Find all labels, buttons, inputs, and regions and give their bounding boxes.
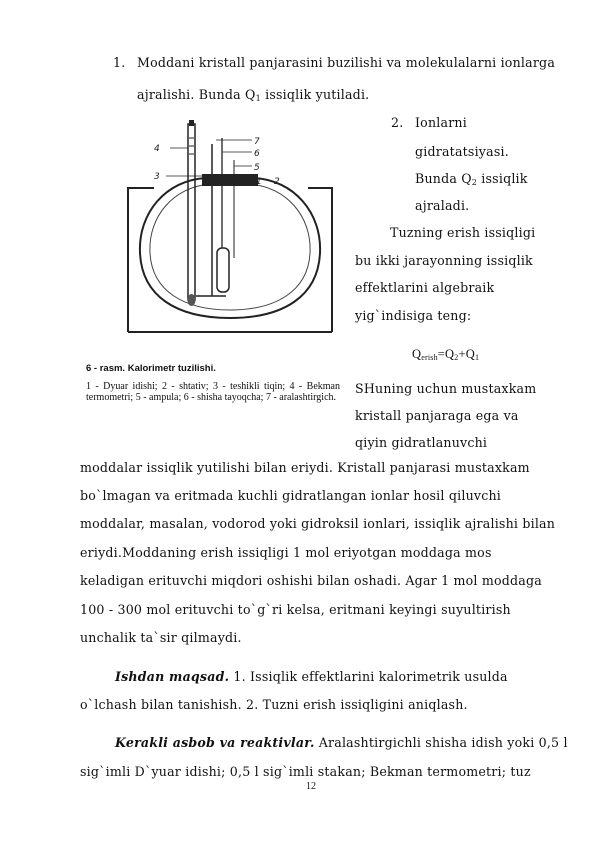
body-line: eriydi.Moddaning erish issiqligi 1 mol eriyotgan moddaga mos xyxy=(80,545,492,560)
list-item-2-line4: ajraladi. xyxy=(415,198,470,213)
tools-line2: sig`imli D`yuar idishi; 0,5 l sig`imli stakan; Bekman termometri; tuz xyxy=(80,764,531,779)
label-3: 3 xyxy=(154,172,160,182)
dewar-flask-outer xyxy=(140,178,320,318)
figure-caption-title: 6 - rasm. Kalorimetr tuzilishi. xyxy=(86,363,216,374)
body-line: moddalar, masalan, vodorod yoki gidroksil ionlari, issiqlik ajralishi bilan xyxy=(80,516,556,531)
page-number: 12 xyxy=(306,781,316,792)
side-text-line3: effektlarini algebraik xyxy=(355,280,495,295)
label-6: 6 xyxy=(254,149,260,159)
ampoule xyxy=(217,248,229,292)
side-text-line2: bu ikki jarayonning issiqlik xyxy=(355,253,533,268)
label-4: 4 xyxy=(154,144,160,154)
body-line: bo`lmagan va eritmada kuchli gidratlangan ionlar hosil qiluvchi xyxy=(80,488,501,503)
label-2: 2 xyxy=(274,177,280,187)
tools-label: Kerakli asbob va reaktivlar. xyxy=(115,735,315,750)
thermometer xyxy=(188,124,195,300)
side-text-line4: yig`indisiga teng: xyxy=(355,308,472,323)
body-line: unchalik ta`sir qilmaydi. xyxy=(80,630,242,645)
list-item-1-line1: Moddani kristall panjarasini buzilishi va molekulalarni ionlarga xyxy=(137,55,556,70)
body-line: moddalar issiqlik yutilishi bilan eriydi. Kristall panjarasi mustaxkam xyxy=(80,460,530,475)
label-1: 1 xyxy=(256,177,262,187)
side-text-line5: SHuning uchun mustaxkam xyxy=(355,381,537,396)
figure-caption-text: 1 - Dyuar idishi; 2 - shtativ; 3 - teshikli tiqin; 4 - Bekman termometri; 5 - ampula; 6 - shisha tayoqcha; 7 - aralashtirgich. xyxy=(86,381,340,403)
aim-label: Ishdan maqsad. xyxy=(115,669,230,684)
body-line: keladigan erituvchi miqdori oshishi bilan oshadi. Agar 1 mol moddaga xyxy=(80,573,542,588)
list-item-2-line2: gidratatsiyasi. xyxy=(415,144,509,159)
list-item-1-line2: ajralishi. Bunda $Q_1$ issiqlik yutiladi. xyxy=(137,87,370,103)
side-text-line6: kristall panjaraga ega va xyxy=(355,408,519,423)
label-7: 7 xyxy=(254,137,260,147)
tools-line1: Kerakli asbob va reaktivlar. Aralashtirgichli shisha idish yoki 0,5 l xyxy=(115,735,568,750)
calorimeter-figure xyxy=(126,118,334,334)
side-text-line7: qiyin gidratlanuvchi xyxy=(355,435,488,450)
aim-line1: Ishdan maqsad. 1. Issiqlik effektlarini kalorimetrik usulda xyxy=(115,669,508,684)
aim-line2: o`lchash bilan tanishish. 2. Tuzni erish issiqligini aniqlash. xyxy=(80,697,468,712)
dewar-flask-inner xyxy=(150,184,310,310)
body-line: 100 - 300 mol erituvchi to`g`ri kelsa, eritmani keyingi suyultirish xyxy=(80,602,511,617)
list-number-2: 2. xyxy=(391,115,404,130)
side-text-line1: Tuzning erish issiqligi xyxy=(390,225,536,240)
list-item-2-line3: Bunda $Q_2$ issiqlik xyxy=(415,171,528,187)
list-number-1: 1. xyxy=(113,55,126,70)
formula: $Q_{erish}=Q_2+Q_1$ xyxy=(412,347,480,362)
label-5: 5 xyxy=(254,163,260,173)
list-item-2-line1: Ionlarni xyxy=(415,115,467,130)
stopper xyxy=(202,174,258,186)
